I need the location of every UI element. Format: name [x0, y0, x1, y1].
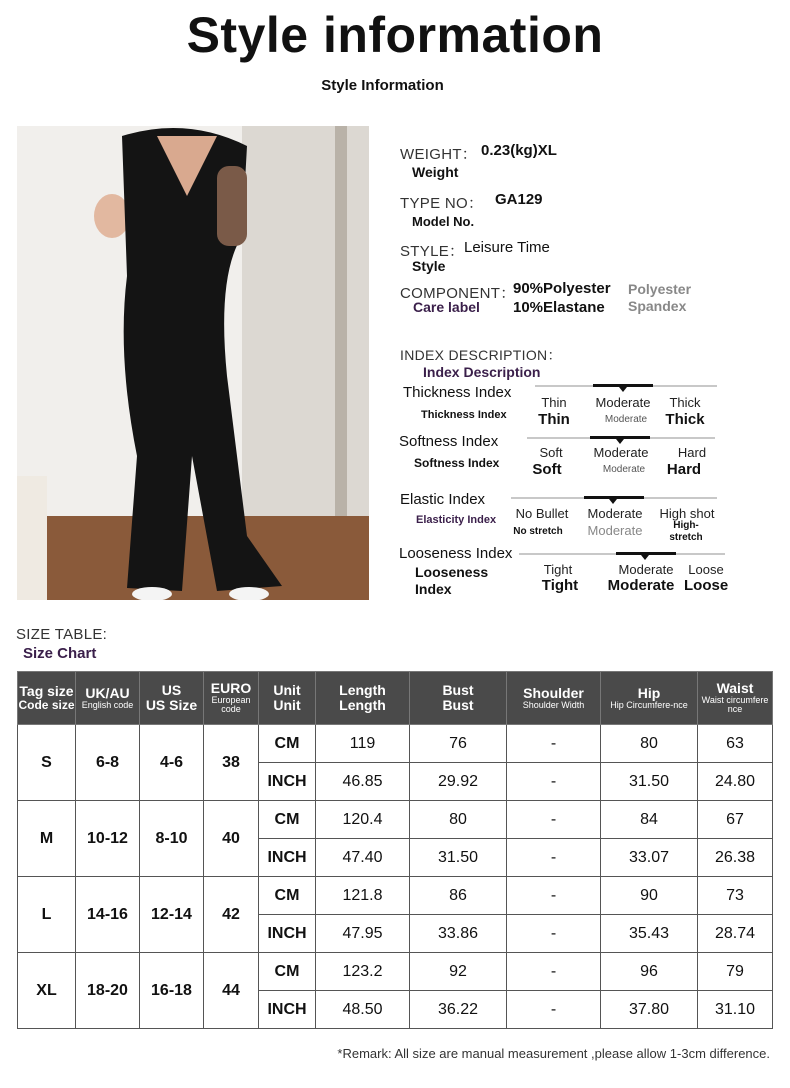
cell-length: 47.40	[316, 839, 410, 877]
cell-tag: L	[18, 877, 76, 953]
remark-note: *Remark: All size are manual measurement ,please allow 1-3cm difference.	[337, 1046, 770, 1061]
cell-waist: 67	[698, 801, 773, 839]
cell-hip: 35.43	[601, 915, 698, 953]
thickness-sub: Thickness Index	[421, 409, 507, 421]
cell-unit: INCH	[259, 991, 316, 1029]
softness-opt-1-bot: Soft	[532, 461, 562, 478]
cell-length: 48.50	[316, 991, 410, 1029]
type-value: GA129	[495, 191, 543, 208]
cell-waist: 26.38	[698, 839, 773, 877]
thickness-opt-2-bot: Moderate	[604, 414, 648, 425]
elastic-opt-3-bot: High-stretch	[669, 520, 703, 543]
cell-euro: 38	[204, 725, 259, 801]
elastic-name: Elastic Index	[400, 491, 486, 508]
cell-us: 12-14	[140, 877, 204, 953]
cell-shoulder: -	[507, 725, 601, 763]
cell-unit: CM	[259, 877, 316, 915]
cell-bust: 76	[410, 725, 507, 763]
cell-bust: 36.22	[410, 991, 507, 1029]
softness-opt-2-bot: Moderate	[602, 464, 646, 475]
cell-us: 4-6	[140, 725, 204, 801]
page-title: Style information	[186, 7, 604, 63]
cell-tag: M	[18, 801, 76, 877]
cell-shoulder: -	[507, 839, 601, 877]
style-sub: Style	[412, 258, 446, 274]
cell-uk: 18-20	[76, 953, 140, 1029]
thickness-opt-3-top: Thick	[669, 395, 701, 410]
cell-hip: 31.50	[601, 763, 698, 801]
component-en-2: Spandex	[628, 298, 687, 314]
component-sub: Care label	[413, 299, 480, 315]
looseness-opt-2-top: Moderate	[618, 562, 674, 577]
cell-us: 8-10	[140, 801, 204, 877]
cell-hip: 33.07	[601, 839, 698, 877]
cell-unit: INCH	[259, 763, 316, 801]
cell-unit: CM	[259, 801, 316, 839]
cell-euro: 44	[204, 953, 259, 1029]
cell-length: 120.4	[316, 801, 410, 839]
index-label: INDEX DESCRIPTION：	[400, 347, 562, 363]
thickness-name: Thickness Index	[403, 384, 512, 401]
cell-us: 16-18	[140, 953, 204, 1029]
cell-shoulder: -	[507, 763, 601, 801]
col-waist: Waist Waist circumfere nce	[698, 672, 773, 725]
looseness-opt-1-bot: Tight	[541, 577, 579, 594]
cell-bust: 86	[410, 877, 507, 915]
cell-length: 47.95	[316, 915, 410, 953]
cell-unit: CM	[259, 725, 316, 763]
cell-waist: 31.10	[698, 991, 773, 1029]
softness-opt-1-top: Soft	[539, 445, 563, 460]
col-uk-au: UK/AU English code	[76, 672, 140, 725]
cell-unit: INCH	[259, 839, 316, 877]
cell-shoulder: -	[507, 991, 601, 1029]
cell-length: 123.2	[316, 953, 410, 991]
cell-bust: 80	[410, 801, 507, 839]
thickness-opt-1-bot: Thin	[538, 411, 570, 428]
style-value: Leisure Time	[464, 239, 550, 256]
component-value-1: 90%Polyester	[513, 280, 611, 297]
table-row	[18, 953, 773, 991]
cell-euro: 40	[204, 801, 259, 877]
cell-hip: 96	[601, 953, 698, 991]
col-bust: Bust Bust	[410, 672, 507, 725]
looseness-opt-1-top: Tight	[543, 562, 573, 577]
thickness-opt-3-bot: Thick	[665, 411, 705, 428]
size-chart-sub: Size Chart	[23, 645, 97, 662]
looseness-pointer-icon	[641, 555, 649, 560]
style-label: STYLE：	[400, 243, 465, 260]
cell-shoulder: -	[507, 953, 601, 991]
softness-opt-2-top: Moderate	[593, 445, 649, 460]
cell-hip: 37.80	[601, 991, 698, 1029]
cell-uk: 14-16	[76, 877, 140, 953]
component-value-2: 10%Elastane	[513, 299, 605, 316]
looseness-opt-3-top: Loose	[688, 562, 724, 577]
col-us: US US Size	[140, 672, 204, 725]
cell-tag: S	[18, 725, 76, 801]
elastic-opt-1-top: No Bullet	[515, 506, 569, 521]
softness-name: Softness Index	[399, 433, 499, 450]
elastic-pointer-icon	[609, 499, 617, 504]
col-shoulder: Shoulder Shoulder Width	[507, 672, 601, 725]
cell-hip: 84	[601, 801, 698, 839]
component-label: COMPONENT：	[400, 285, 516, 302]
cell-shoulder: -	[507, 915, 601, 953]
softness-opt-3-top: Hard	[677, 445, 707, 460]
type-label: TYPE NO：	[400, 195, 484, 212]
cell-tag: XL	[18, 953, 76, 1029]
weight-label: WEIGHT：	[400, 146, 478, 163]
size-table	[17, 671, 773, 1029]
type-sub: Model No.	[412, 214, 475, 229]
cell-waist: 24.80	[698, 763, 773, 801]
cell-bust: 33.86	[410, 915, 507, 953]
cell-uk: 10-12	[76, 801, 140, 877]
component-en-1: Polyester	[628, 281, 692, 297]
elastic-opt-2-bot: Moderate	[587, 523, 643, 538]
looseness-opt-3-bot: Loose	[684, 577, 729, 594]
looseness-opt-2-bot: Moderate	[607, 577, 675, 594]
elastic-opt-3-top: High shot	[659, 506, 715, 521]
index-sub: Index Description	[423, 364, 541, 380]
cell-unit: INCH	[259, 915, 316, 953]
col-hip: Hip Hip Circumfere-nce	[601, 672, 698, 725]
cell-bust: 31.50	[410, 839, 507, 877]
table-row	[18, 877, 773, 915]
cell-hip: 90	[601, 877, 698, 915]
cell-waist: 73	[698, 877, 773, 915]
cell-shoulder: -	[507, 877, 601, 915]
looseness-name: Looseness Index	[399, 545, 513, 562]
cell-length: 46.85	[316, 763, 410, 801]
cell-shoulder: -	[507, 801, 601, 839]
col-length: Length Length	[316, 672, 410, 725]
weight-sub: Weight	[412, 164, 459, 180]
cell-waist: 28.74	[698, 915, 773, 953]
thickness-pointer-icon	[619, 387, 627, 392]
cell-bust: 92	[410, 953, 507, 991]
cell-unit: CM	[259, 953, 316, 991]
elastic-sub: Elasticity Index	[416, 514, 497, 526]
cell-euro: 42	[204, 877, 259, 953]
col-euro: EURO European code	[204, 672, 259, 725]
cell-waist: 63	[698, 725, 773, 763]
table-row	[18, 801, 773, 839]
size-table-label: SIZE TABLE:	[16, 626, 108, 643]
size-table-header	[18, 672, 773, 725]
col-tag-size: Tag size Code size	[18, 672, 76, 725]
softness-sub: Softness Index	[414, 456, 500, 470]
cell-waist: 79	[698, 953, 773, 991]
cell-bust: 29.92	[410, 763, 507, 801]
looseness-sub: Looseness Index	[415, 564, 489, 597]
table-row	[18, 725, 773, 763]
elastic-opt-2-top: Moderate	[587, 506, 643, 521]
thickness-opt-2-top: Moderate	[595, 395, 651, 410]
cell-length: 121.8	[316, 877, 410, 915]
page-subtitle: Style Information	[321, 77, 444, 94]
thickness-opt-1-top: Thin	[541, 395, 567, 410]
softness-opt-3-bot: Hard	[666, 461, 702, 478]
softness-pointer-icon	[616, 439, 624, 444]
col-unit: Unit Unit	[259, 672, 316, 725]
cell-uk: 6-8	[76, 725, 140, 801]
cell-length: 119	[316, 725, 410, 763]
product-photo	[17, 126, 369, 600]
cell-hip: 80	[601, 725, 698, 763]
elastic-opt-1-bot: No stretch	[513, 526, 563, 537]
weight-value: 0.23(kg)XL	[481, 142, 557, 159]
